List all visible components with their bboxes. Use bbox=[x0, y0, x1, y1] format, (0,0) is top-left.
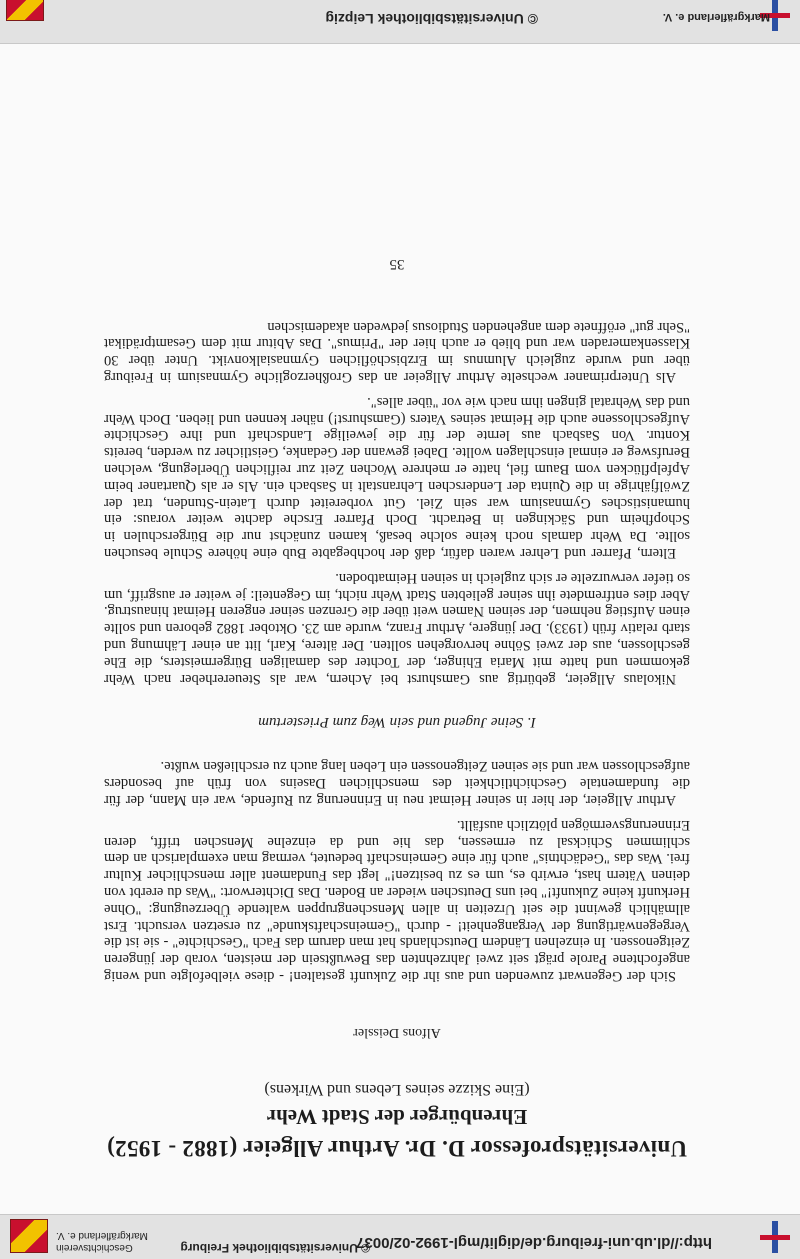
intro-paragraph-1: Sich der Gegenwart zuwenden und aus ihr die Zukunft gestalten! - diese vielbefolgte und wenig angefochtene Parole prägt seit zwei Jahrzehnten das Bewußtsein der meisten, vorab der jüngeren Zeitgenossen. In einzelnen Ländern Deutschlands hat man darum das Fach "Geschichte" - sie ist die Vergegenwärtigung der Vergangenheit! - durch "Gemeinschaftskunde" zu ersetzen versucht. Erst allmählich gewinnt die seit Urzeiten in allen Menschengruppen waltende Überzeugung: "Ohne Herkunft keine Zukunft!" bei uns Deutschen wieder an Boden. Das Dichterwort: "Was du ererbt von deinen Vätern hast, erwirb es, um es zu besitzen!" legt das Fundament aller menschlicher Kultur frei. Was das "Gedächtnis" auch für eine Gemeinschaft bedeutet, vermag man exemplarisch an dem schlimmen Schicksal zu ermessen, das hie und da einzelne Menschen trifft, deren Erinnerungsvermögen plötzlich ausfällt. bbox=[104, 816, 690, 984]
section-heading: I. Seine Jugend und sein Weg zum Priestertum bbox=[258, 713, 536, 730]
association-line-2: Markgräflerland e. V. bbox=[56, 1230, 148, 1241]
viewer-footer-bar bbox=[0, 0, 800, 44]
section-paragraph-1: Nikolaus Allgeier, gebürtig aus Gamshurst bei Achern, war als Steuererheber nach Wehr gekommen und hatte mit Maria Ehinger, der Tochter des damaligen Bürgermeisters, die Ehe geschlossen, aus der zwei Söhne hervorgehen sollten. Der ältere, Karl, litt an einer Lähmung und starb relativ früh (1933). Der jüngere, Arthur Franz, wurde am 23. Oktober 1882 geboren und sollte einen Aufstieg nehmen, der seinen Namen weit über die Grenzen seiner engeren Heimat hinaustrug. Aber dies entfremdete ihn seiner geliebten Stadt Wehr nicht, im Gegenteil: je weiter er ausgriff, um so tiefer verwurzelte er sich zugleich in seinen Heimatboden. bbox=[104, 569, 690, 687]
page-title: Universitätsprofessor D. Dr. Arthur Allgeier (1882 - 1952) bbox=[106, 1136, 688, 1161]
intro-paragraph-2: Arthur Allgeier, der hier in seiner Heimat neu in Erinnerung zu Rufende, war ein Mann, der für die fundamentale Geschichtlichkeit des menschlichen Daseins von früh auf besonders aufgeschlossen war und sie seinen Zeitgenossen ein Leben lang auch zu erschließen wußte. bbox=[104, 758, 690, 809]
association-crest-icon bbox=[10, 1219, 48, 1253]
ub-logo-icon bbox=[758, 1221, 792, 1253]
page-number: 35 bbox=[389, 255, 405, 272]
association-line-1: Geschichtsverein bbox=[56, 1242, 133, 1253]
page-subtitle: Ehrenbürger der Stadt Wehr bbox=[266, 1105, 528, 1129]
association-label bbox=[56, 1229, 180, 1253]
section-paragraph-3: Als Unterprimaner wechselte Arthur Allgeier an das Großherzogliche Gymnasium in Freiburg über und wurde zugleich Alumnus im Erzbischöflichen Gymnasialkonvikt. Unter über 30 Klassenkameraden war und blieb er auch hier der "Primus". Das Abitur mit dem Gesamtprädikat "Sehr gut" eröffnete dem angehenden Studiosus jedweden akademischen bbox=[104, 318, 690, 386]
author-name: Alfons Deissler bbox=[353, 1025, 441, 1040]
footer-copyright-label: © Universitätsbibliothek Leipzig bbox=[325, 11, 538, 27]
sketch-note: (Eine Skizze seines Lebens und Wirkens) bbox=[264, 1081, 530, 1098]
copyright-label: © Universitätsbibliothek Freiburg bbox=[180, 1241, 370, 1255]
viewer-header-bar bbox=[0, 1214, 800, 1259]
section-paragraph-2: Eltern, Pfarrer und Lehrer waren dafür, daß der hochbegabte Bub eine höhere Schule besuchen sollte. Da Wehr damals noch keine solche besaß, kamen zunächst nur die Bürgerschulen in Schopfheim und Säckingen in Betracht. Doch Pfarrer Ersche dachte weiter voraus: ein humanistisches Gymnasium war sein Ziel. Gut vorbereitet durch Latein-Stunden, trat der Zwölfjährige in die Quinta der Lenderschen Lehranstalt in Sasbach ein. Als er als Quartaner beim Apfelpflücken vom Baum fiel, hatte er mehrere Wochen Zeit zur reiflichen Überlegung, welchen Berufsweg er einmal einschlagen wollte. Dabei gewann der Gedanke, Geistlicher zu werden, bereits Kontur. Von Sasbach aus lernte der für die jeweilige Landschaft und ihre Geschichte Aufgeschlossene auch die Heimat seines Vaters (Gamshurst!) näher kennen und lieben. Doch Wehr und das Wehratal gingen ihm nach wie vor "über alles". bbox=[104, 393, 690, 562]
footer-crest-icon bbox=[6, 0, 44, 21]
document-content bbox=[104, 255, 690, 1163]
footer-association-label: Markgräflerland e. V. bbox=[662, 11, 770, 23]
permalink-url[interactable]: http://dl.ub.uni-freiburg.de/diglit/mgl-1992-02/0037 bbox=[356, 1234, 712, 1251]
